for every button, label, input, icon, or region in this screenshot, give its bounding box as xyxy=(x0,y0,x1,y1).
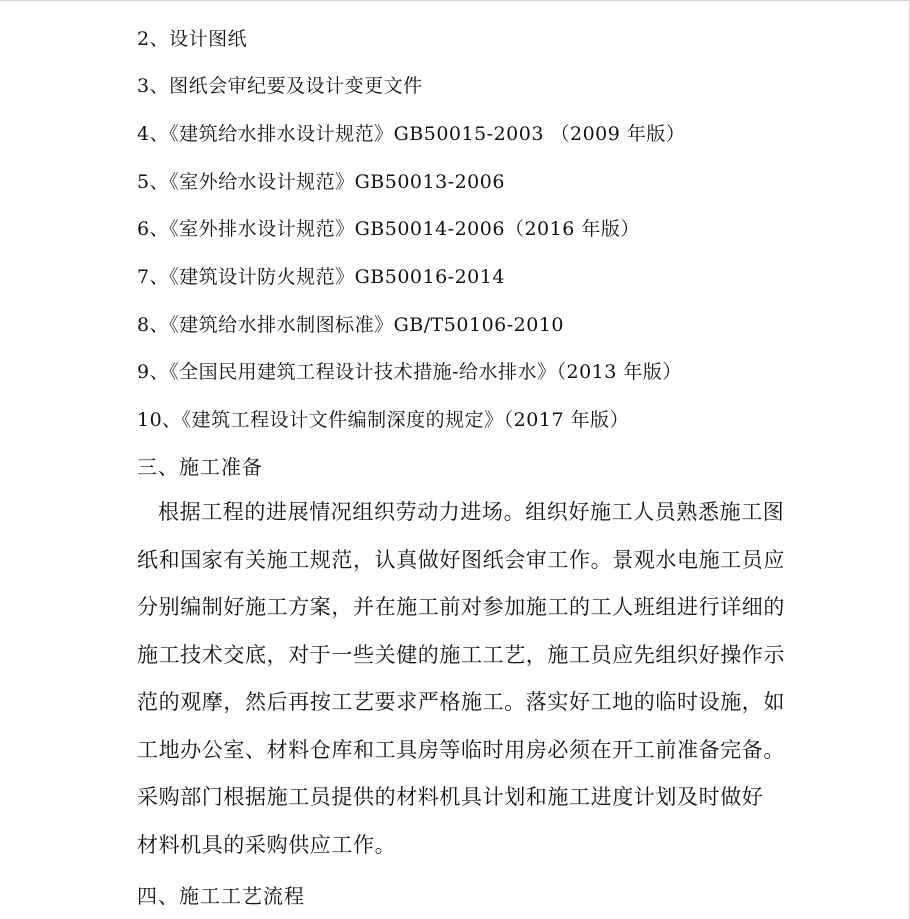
paragraph-line: 采购部门根据施工员提供的材料机具计划和施工进度计划及时做好 xyxy=(137,785,764,809)
reference-item-6: 6、《室外排水设计规范》GB50014-2006（2016 年版） xyxy=(137,218,640,240)
reference-item-3: 3、图纸会审纪要及设计变更文件 xyxy=(137,75,423,97)
reference-item-10: 10、《建筑工程设计文件编制深度的规定》（2017 年版） xyxy=(137,409,630,431)
reference-item-2: 2、设计图纸 xyxy=(137,28,248,50)
reference-item-7: 7、《建筑设计防火规范》GB50016-2014 xyxy=(137,266,505,288)
section-heading-process-flow: 四、施工工艺流程 xyxy=(137,884,305,908)
paragraph-line: 根据工程的进展情况组织劳动力进场。组织好施工人员熟悉施工图 xyxy=(158,500,785,524)
reference-item-9: 9、《全国民用建筑工程设计技术措施-给水排水》（2013 年版） xyxy=(137,361,682,383)
construction-preparation-paragraph xyxy=(137,489,785,869)
paragraph-line: 工地办公室、材料仓库和工具房等临时用房必须在开工前准备完备。 xyxy=(137,737,785,762)
paragraph-line: 范的观摩，然后再按工艺要求严格施工。落实好工地的临时设施，如 xyxy=(137,690,785,714)
reference-item-4: 4、《建筑给水排水设计规范》GB50015-2003 （2009 年版） xyxy=(137,123,686,145)
section-heading-construction-preparation: 三、施工准备 xyxy=(137,455,263,479)
reference-item-5: 5、《室外给水设计规范》GB50013-2006 xyxy=(137,171,505,193)
reference-item-8: 8、《建筑给水排水制图标准》GB/T50106-2010 xyxy=(137,314,565,336)
paragraph-line: 施工技术交底，对于一些关健的施工工艺，施工员应先组织好操作示 xyxy=(137,642,785,667)
paragraph-line: 分别编制好施工方案，并在施工前对参加施工的工人班组进行详细的 xyxy=(137,595,785,619)
paragraph-line: 材料机具的采购供应工作。 xyxy=(137,832,397,857)
paragraph-line: 纸和国家有关施工规范，认真做好图纸会审工作。景观水电施工员应 xyxy=(137,547,785,572)
